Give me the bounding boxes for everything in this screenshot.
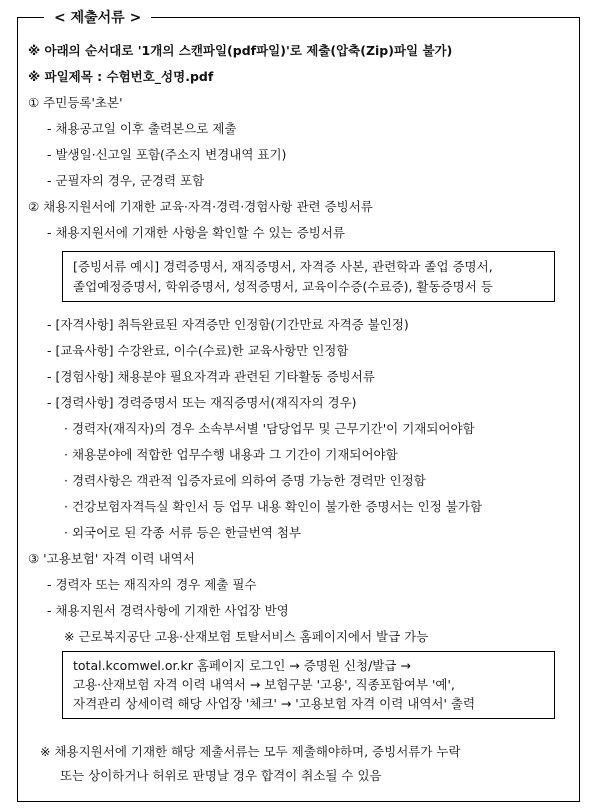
section2-item: - [경험사항] 채용분야 필요자격과 관련된 기타활동 증빙서류 (47, 369, 375, 384)
section1-item: - 군필자의 경우, 군경력 포함 (47, 173, 205, 188)
section1-item: - 발생일·신고일 포함(주소지 변경내역 표기) (47, 147, 287, 162)
career-subitem: · 외국어로 된 각종 서류 등은 한글번역 첨부 (64, 525, 302, 540)
section2-item: - [자격사항] 취득완료된 자격증만 인정함(기간만료 자격증 불인정) (47, 317, 409, 332)
career-subitem: · 경력사항은 객관적 입증자료에 의하여 증명 가능한 경력만 인정함 (64, 473, 426, 488)
section1-item: - 채용공고일 이후 출력본으로 제출 (47, 121, 237, 136)
issuance-step-line: 고용·산재보험 자격 이력 내역서 → 보험구분 '고용', 직종포함여부 '예', (73, 677, 455, 692)
footer-note: ※ 채용지원서에 기재한 해당 제출서류는 모두 제출해야하며, 증빙서류가 누락 (40, 744, 461, 759)
document-title: < 제출서류 > (44, 9, 151, 27)
evidence-example-line: 졸업예정증명서, 학위증명서, 성적증명서, 교육이수증(수료증), 활동증명서 등 (73, 279, 493, 294)
section2-item: - [교육사항] 수강완료, 이수(수료)한 교육사항만 인정함 (47, 343, 349, 358)
section3-item: - 채용지원서 경력사항에 기재한 사업장 반영 (47, 603, 289, 618)
section2-heading: ② 채용지원서에 기재한 교육·자격·경력·경험사항 관련 증빙서류 (28, 199, 373, 214)
issuance-step-line: total.kcomwel.or.kr 홈페이지 로그인 → 증명원 신청/발급 → (73, 658, 411, 673)
section2-intro: - 채용지원서에 기재한 사항을 확인할 수 있는 증빙서류 (47, 225, 345, 240)
section3-note: ※ 근로복지공단 고용·산재보험 토탈서비스 홈페이지에서 발급 가능 (64, 629, 429, 644)
career-subitem: · 채용분야에 적합한 업무수행 내용과 그 기간이 기재되어야함 (64, 447, 398, 462)
section2-item: - [경력사항] 경력증명서 또는 재직증명서(재직자의 경우) (47, 395, 357, 410)
evidence-example-line: [증빙서류 예시] 경력증명서, 재직증명서, 자격증 사본, 관련학과 졸업 증명서, (73, 259, 493, 274)
note-submission-format: ※ 아래의 순서대로 '1개의 스캔파일(pdf파일)'로 제출(압축(Zip)파일 불가) (28, 43, 453, 58)
note-file-title: ※ 파일제목 : 수험번호_성명.pdf (28, 69, 214, 84)
footer-note: 또는 상이하거나 허위로 판명날 경우 합격이 취소될 수 있음 (60, 768, 382, 783)
issuance-steps-box (62, 651, 555, 719)
issuance-step-line: 자격관리 상세이력 해당 사업장 '체크' → '고용보험 자격 이력 내역서' 출력 (73, 696, 476, 711)
section3-heading: ③ '고용보험' 자격 이력 내역서 (28, 551, 195, 566)
section1-heading: ① 주민등록'초본' (28, 95, 123, 110)
career-subitem: · 경력자(재직자)의 경우 소속부서별 '담당업무 및 근무기간'이 기재되어야함 (64, 421, 475, 436)
career-subitem: · 건강보험자격득실 확인서 등 업무 내용 확인이 불가한 증명서는 인정 불가함 (64, 499, 483, 514)
section3-item: - 경력자 또는 재직자의 경우 제출 필수 (47, 577, 257, 592)
evidence-example-box (62, 251, 555, 302)
